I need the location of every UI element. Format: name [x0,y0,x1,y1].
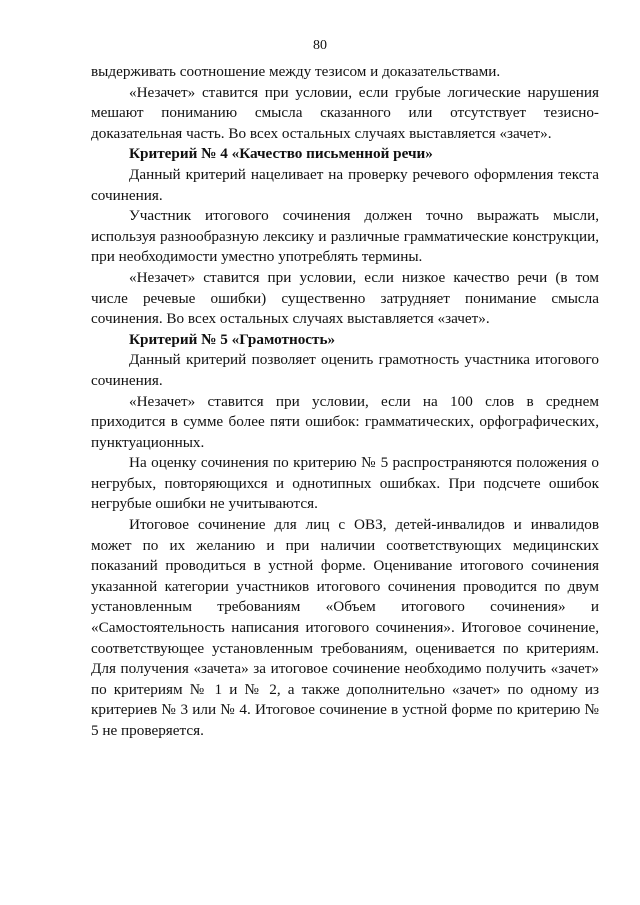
paragraph: Участник итогового сочинения должен точно выражать мысли, используя разнообразную лексику и различные грамматические конструкции, при необходимости уместно употреблять термины. [91,207,599,266]
paragraph: «Незачет» ставится при условии, если на 100 слов в среднем приходится в сумме более пяти ошибок: грамматических, орфографических, пунктуационных. [91,392,599,451]
criterion-5-heading: Критерий № 5 «Грамотность» [129,330,336,348]
paragraph-continuation: выдерживать соотношение между тезисом и доказательствами. [91,63,501,80]
paragraph: Данный критерий нацеливает на проверку речевого оформления текста сочинения. [91,165,599,204]
paragraph: Данный критерий позволяет оценить грамотность участника итогового сочинения. [91,351,599,389]
criterion-4-heading: Критерий № 4 «Качество письменной речи» [129,145,433,163]
page-number: 80 [313,38,327,53]
paragraph: Итоговое сочинение для лиц с ОВЗ, детей-инвалидов и инвалидов может по их желанию и при наличии соответствующих медицинских показаний проводиться в устной форме. Оценивание итогового сочинения указанной категории участников итогового сочинения проводится по двум установленным требованиям «Объем итогового сочинения» и «Самостоятельность написания итогового сочинения». Итоговое сочинение, соответствующее установленным требованиям, оценивается по критериям. Для получения «зачета» за итоговое сочинение необходимо получить «зачет» по критериям № 1 и № 2, а также дополнительно «зачет» по одному из критериев № 3 или № 4. Итоговое сочинение в устной форме по критерию № 5 не проверяется. [91,516,599,739]
document-body [91,62,599,742]
paragraph: «Незачет» ставится при условии, если низкое качество речи (в том числе речевые ошибки) существенно затрудняет понимание смысла сочинения. Во всех остальных случаях выставляется «зачет». [91,268,599,328]
paragraph: На оценку сочинения по критерию № 5 распространяются положения о негрубых, повторяющихся и однотипных ошибках. При подсчете ошибок негрубые ошибки не учитываются. [91,454,599,513]
paragraph: «Незачет» ставится при условии, если грубые логические нарушения мешают пониманию смысла сказанного или отсутствует тезисно-доказательная часть. Во всех остальных случаях выставляется «зачет». [91,83,599,142]
